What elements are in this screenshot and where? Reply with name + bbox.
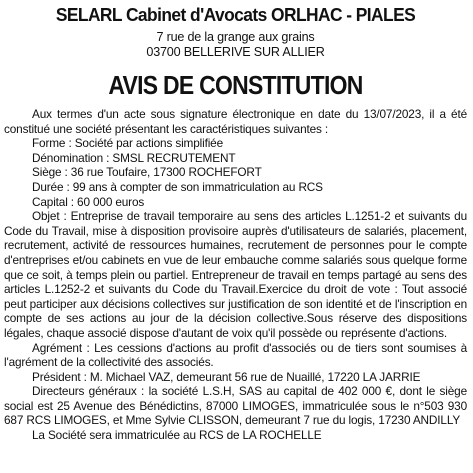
field-duree: Durée : 99 ans à compter de son immatriculation au RCS	[32, 179, 323, 194]
field-agrement: Agrément : Les cessions d'actions au profit d'associés ou de tiers sont soumises à l'agrément de la collectivité des associés.	[4, 340, 467, 370]
notice-intro: Aux termes d'un acte sous signature électronique en date du 13/07/2023, il a été constitué une société présentant les caractéristiques suivantes :	[4, 107, 467, 136]
field-objet: Objet : Entreprise de travail temporaire au sens des articles L.1251-2 et suivants du Code du Travail, mise à disposition provisoire auprès d'utilisateurs de salariés, placement, recrutement, activité de ressources humaines, recrutement de personnes pour le compte d'entreprises et/ou cabinets en vue de leur embauche comme salariés sous quelque forme que ce soit, à temps plein ou partiel. Entrepreneur de travail en temps partagé au sens des articles L.1252-2 et suivants du Code du Travail.Exercice du droit de vote : Tout associé peut participer aux décisions collectives sur justification de son identité et de l'inscription en compte de ses actions au jour de la décision collective.Sous réserve des dispositions légales, chaque associé dispose d'autant de voix qu'il possède ou représente d'actions.	[4, 209, 467, 340]
field-president: Président : M. Michael VAZ, demeurant 56 rue de Nuaillé, 17220 LA JARRIE	[32, 369, 421, 384]
field-denomination: Dénomination : SMSL RECRUTEMENT	[32, 150, 236, 165]
field-capital: Capital : 60 000 euros	[32, 194, 145, 209]
firm-name: SELARL Cabinet d'Avocats ORLHAC - PIALES	[55, 4, 416, 25]
field-directeurs: Directeurs généraux : la société L.S.H, SAS au capital de 402 000 €, dont le siège social est 25 Avenue des Bénédictins, 87000 LIMOGES, immatriculée sous le n°503 930 687 RCS LIMOGES, et Mme Sylvie CLISSON, demeurant 7 rue du logis, 17230 ANDILLY	[4, 384, 467, 428]
notice-title: AVIS DE CONSTITUTION	[108, 72, 363, 100]
field-immatriculation: La Société sera immatriculée au RCS de LA ROCHELLE	[32, 428, 322, 443]
field-siege: Siège : 36 rue Toufaire, 17300 ROCHEFORT	[32, 165, 262, 180]
firm-address-street: 7 rue de la grange aux grains	[156, 30, 315, 44]
field-forme: Forme : Société par actions simplifiée	[32, 136, 223, 151]
firm-address-city: 03700 BELLERIVE SUR ALLIER	[146, 45, 325, 59]
notice-body	[4, 107, 467, 443]
